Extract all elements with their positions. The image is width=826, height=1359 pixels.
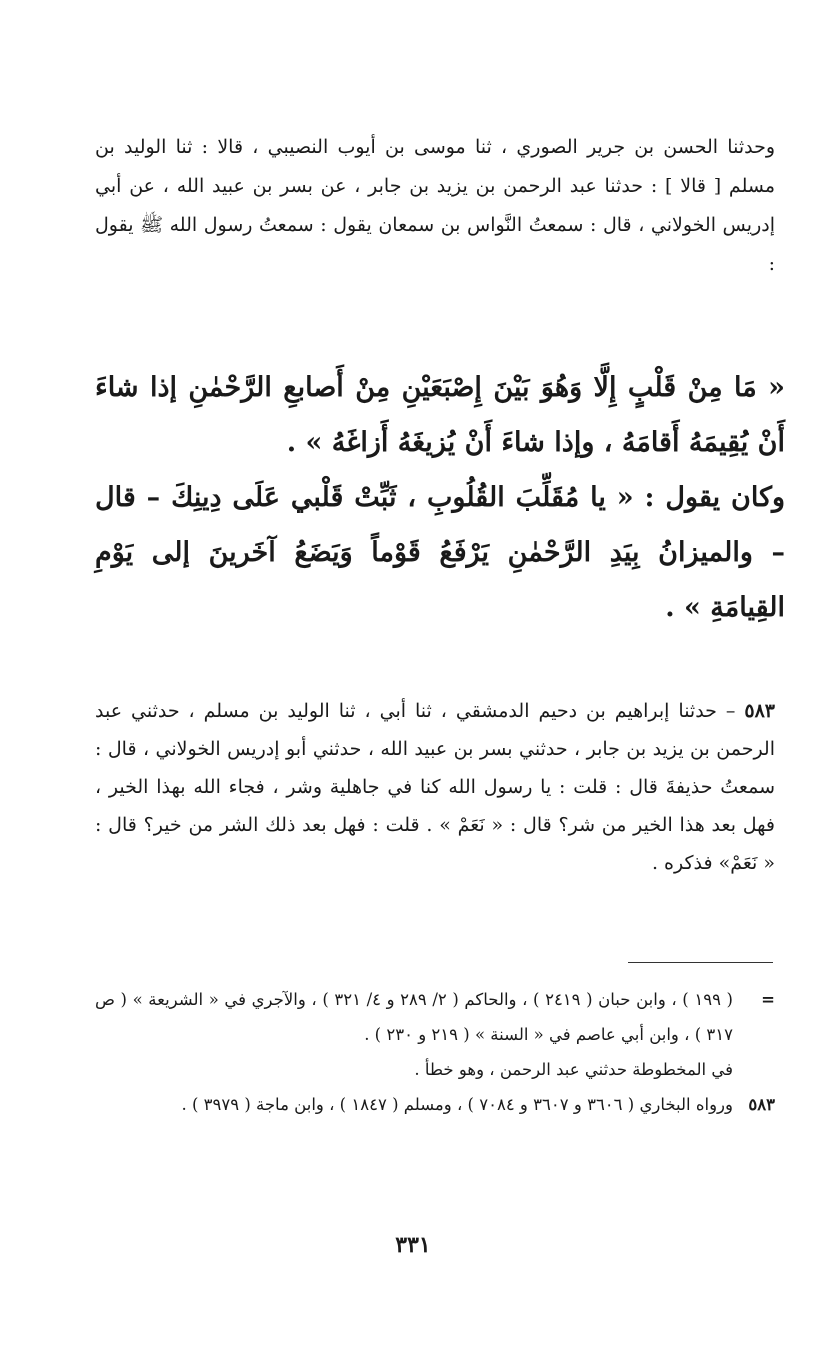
footnote-text: ورواه البخاري ( ٣٦٠٦ و ٣٦٠٧ و ٧٠٨٤ ) ، ومسلم ( ١٨٤٧ ) ، وابن ماجة ( ٣٩٧٩ ) . — [181, 1095, 733, 1114]
hadith-583-paragraph — [95, 692, 775, 882]
hadith-line-supplication: وكان يقول : « يا مُقَلِّبَ القُلُوبِ ، ثَبِّتْ قَلْبي عَلَى دِينِكَ – قال – والميزانُ بِيَدِ الرَّحْمٰنِ يَرْفَعُ قَوْماً وَيَضَعُ آخَرينَ إلى يَوْمِ القِيامَةِ » . — [95, 482, 785, 623]
hadith-number: ٥٨٣ — [744, 700, 775, 722]
footnote-manuscript-note — [95, 1052, 775, 1087]
footnote-marker: ٥٨٣ — [748, 1095, 775, 1114]
footnote-divider — [628, 962, 773, 963]
hadith-583-text: – حدثنا إبراهيم بن دحيم الدمشقي ، ثنا أبي ، ثنا الوليد بن مسلم ، حدثني عبد الرحمن بن يزيد بن جابر ، حدثني بسر بن عبيد الله ، حدثني أبو إدريس الخولاني ، قال : سمعتُ حذيفةَ قال : قلت : يا رسول الله كنا في جاهلية وشر ، فجاء الله بهذا الخير ، فهل بعد هذا الخير من شر؟ قال : « نَعَمْ » . قلت : فهل بعد ذلك الشر من خير؟ قال : « نَعَمْ» فذكره . — [95, 700, 775, 874]
hadith-text-block — [95, 360, 785, 635]
isnad-paragraph — [95, 128, 775, 284]
hadith-line-heart: « مَا مِنْ قَلْبٍ إِلَّا وَهُوَ بَيْنَ إِصْبَعَيْنِ مِنْ أَصابعِ الرَّحْمٰنِ إذا شاءَ أَنْ يُقِيمَهُ أَقامَهُ ، وإذا شاءَ أَنْ يُزيغَهُ أَزاغَهُ » . — [95, 372, 785, 458]
page-number: ٣٣١ — [395, 1232, 431, 1258]
footnote-text: ( ١٩٩ ) ، وابن حبان ( ٢٤١٩ ) ، والحاكم ( ٢/ ٢٨٩ و ٤/ ٣٢١ ) ، والآجري في « الشريعة » ( ص ٣١٧ ) ، وابن أبي عاصم في « السنة » ( ٢١٩ و ٢٣٠ ) . — [95, 990, 733, 1044]
footnote-marker: = — [761, 990, 775, 1009]
footnotes-section — [95, 982, 775, 1122]
footnote-text: في المخطوطة حدثني عبد الرحمن ، وهو خطأ . — [414, 1060, 733, 1079]
isnad-text: وحدثنا الحسن بن جرير الصوري ، ثنا موسى بن أيوب النصيبي ، قالا : ثنا الوليد بن مسلم [ قالا ] : حدثنا عبد الرحمن بن يزيد بن جابر ، عن بسر بن عبيد الله ، عن أبي إدريس الخولاني ، قال : سمعتُ النَّواس بن سمعان يقول : سمعتُ رسول الله ﷺ يقول : — [95, 136, 775, 275]
footnote-continuation — [95, 982, 775, 1052]
footnote-583 — [95, 1087, 775, 1122]
